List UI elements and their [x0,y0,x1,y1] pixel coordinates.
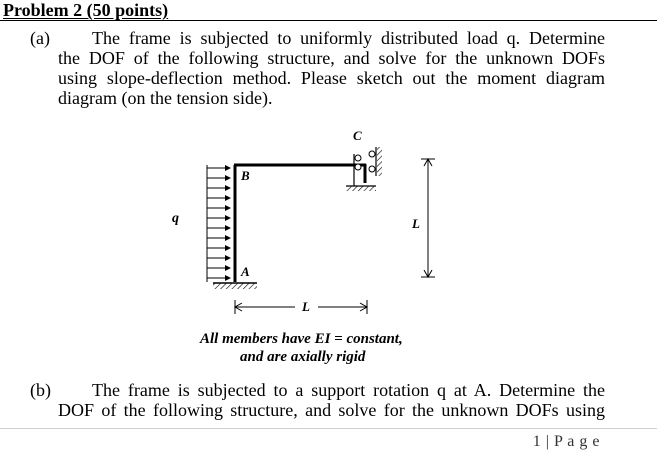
part-b-line-1: The frame is subjected to a support rotation q at A. Determine the [92,380,605,400]
label-b: B [241,168,250,183]
part-a-label: (a) [30,28,50,48]
frame-members [234,164,366,282]
fixed-support-a [213,283,257,289]
part-a-line-3: using slope-deflection method. Please sketch out the moment diagram [58,68,605,88]
label-a: A [241,264,250,279]
dimension-horizontal [235,300,367,314]
part-b-line-2: DOF of the following structure, and solve for the unknown DOFs using [58,400,605,420]
part-a-line-2: the DOF of the following structure, and solve for the unknown DOFs [58,48,605,68]
dimension-vertical [421,159,435,277]
page-number: 1 | P a g e [532,433,600,450]
label-l-vertical: L [412,216,420,231]
problem-heading: Problem 2 (50 points) [3,0,169,20]
note-line-1: All members have EI = constant, [200,331,403,347]
label-q: q [172,211,179,226]
label-c: C [353,128,362,143]
part-b-label: (b) [30,380,51,400]
note-line-2: and are axially rigid [240,349,366,365]
label-l-horizontal: L [302,299,310,314]
footer-rule [0,428,657,429]
part-a-line-1: The frame is subjected to uniformly distributed load q. Determine [92,28,605,48]
distributed-load-q [207,165,230,282]
part-a-line-4: diagram (on the tension side). [58,88,273,108]
part-b-paragraph [30,380,605,422]
